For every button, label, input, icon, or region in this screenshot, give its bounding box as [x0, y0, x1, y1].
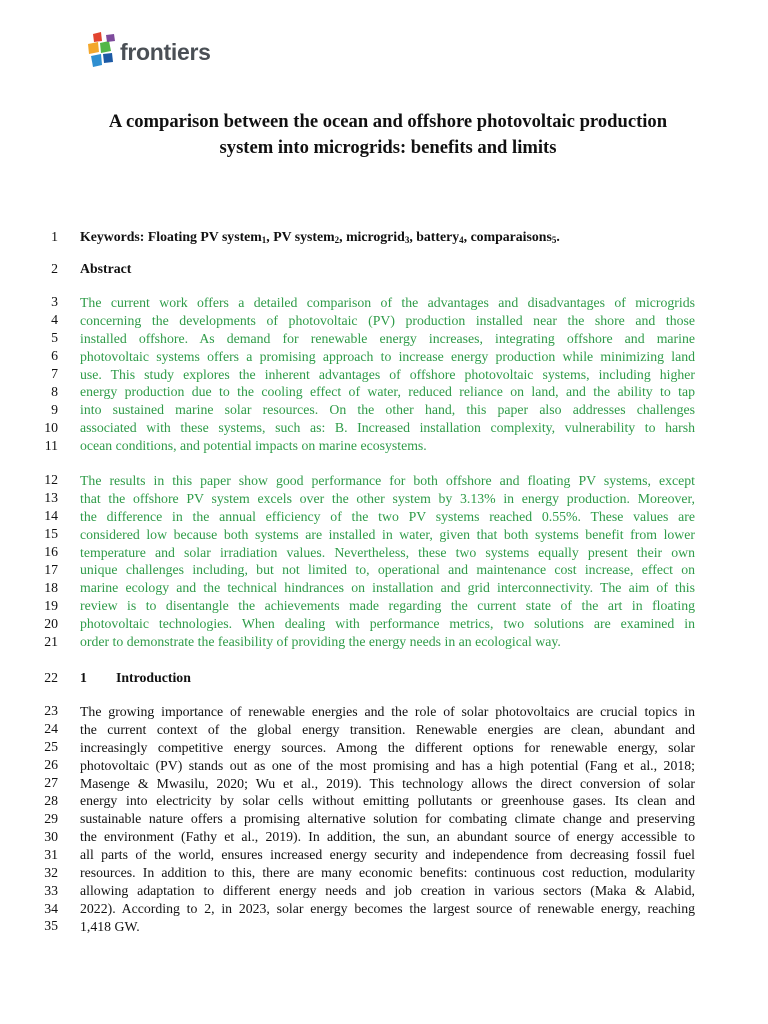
text-line: review is to disentangle the achievements made regarding the current state of the art in floating: [80, 598, 695, 614]
line-number: 24: [44, 721, 58, 736]
text-line: the current context of the global energy transition. Renewable energies are clean, abundant and: [80, 721, 695, 737]
introduction-heading: [80, 670, 191, 686]
keyword: PV system$_2$,: [273, 229, 347, 245]
line-number: 9: [51, 402, 58, 417]
frontiers-logo-icon: [87, 32, 117, 68]
line-number: 28: [44, 793, 58, 808]
line-number: 25: [44, 739, 58, 754]
text-line: all parts of the world, ensures increased energy security and independence from decreasing fossil fuel: [80, 847, 695, 863]
frontiers-logo: [83, 29, 215, 75]
line-number: 21: [44, 634, 58, 649]
text-line: unique challenges including, but not limited to, operational and maintenance cost increase, effect on: [80, 562, 695, 578]
text-line: associated with these systems, such as: B. Increased installation complexity, vulnerability to harsh: [80, 420, 695, 436]
text-line: photovoltaic (PV) stands out as one of the most promising and has a high potential (Fang et al., 2018;: [80, 757, 695, 773]
line-number: 20: [44, 616, 58, 631]
text-line: order to demonstrate the feasibility of providing the energy needs in an ecological way.: [80, 634, 561, 650]
line-number: 15: [44, 526, 58, 541]
text-line: sustainable nature offers a promising alternative solution for combating climate change and preserving: [80, 811, 695, 827]
text-line: installed offshore. As demand for renewable energy increases, integrating offshore and marine: [80, 330, 695, 346]
frontiers-logo-text: frontiers: [120, 39, 211, 65]
text-line: 1,418 GW.: [80, 918, 140, 934]
line-number: 32: [44, 865, 58, 880]
text-line: increasingly competitive energy sources. Among the different options for renewable energy, solar: [80, 739, 695, 755]
text-line: Masenge & Mwasilu, 2020; Wu et al., 2019). This technology allows the direct conversion of solar: [80, 775, 695, 791]
line-number: 27: [44, 775, 58, 790]
line-number: 34: [44, 901, 58, 916]
introduction-paragraph: [80, 703, 695, 936]
text-line: the difference in the annual efficiency of the two PV systems reached 0.55%. These values are: [80, 508, 695, 524]
line-number: 5: [51, 330, 58, 345]
line-number: 2: [51, 261, 58, 276]
text-line: concerning the developments of photovoltaic (PV) production installed near the shore and those: [80, 312, 695, 328]
line-number: 6: [51, 348, 58, 363]
title-line: A comparison between the ocean and offshore photovoltaic production: [108, 111, 668, 132]
section-number: 1: [80, 670, 87, 685]
line-number: 14: [44, 508, 58, 523]
line-number: 35: [44, 918, 58, 933]
line-number: 8: [51, 384, 58, 399]
keyword: microgrid$_3$,: [346, 229, 417, 245]
text-line: use. This study explores the inherent advantages of offshore photovoltaic systems, including higher: [80, 366, 695, 382]
keyword: comparaisons$_5$.: [470, 229, 560, 245]
keyword: Floating PV system$_1$,: [147, 229, 274, 245]
line-number: 18: [44, 580, 58, 595]
keywords-label: Keywords:: [80, 229, 145, 244]
paper-title: [80, 109, 696, 161]
text-line: into sustained marine solar resources. On the other hand, this paper also addresses challenges: [80, 402, 695, 418]
line-number: 1: [51, 229, 58, 244]
line-number: 19: [44, 598, 58, 613]
line-number: 26: [44, 757, 58, 772]
abstract-heading: Abstract: [80, 261, 132, 276]
section-title: Introduction: [116, 670, 191, 685]
text-line: the environment (Fathy et al., 2019). In addition, the sun, an abundant source of energy accessible to: [80, 829, 695, 845]
line-number: 16: [44, 544, 58, 559]
text-line: ocean conditions, and potential impacts on marine ecosystems.: [80, 438, 427, 454]
text-line: that the offshore PV system excels over the other system by 3.13% in energy production. Moreover,: [80, 490, 695, 506]
line-number: 31: [44, 847, 58, 862]
line-number: 23: [44, 703, 58, 718]
keyword: battery$_4$,: [416, 229, 471, 245]
text-line: energy into electricity by solar cells without emitting pollutants or greenhouse gases. Its clean and: [80, 793, 695, 809]
keywords-line: [80, 229, 560, 245]
abstract-paragraph-2: [80, 472, 695, 651]
text-line: The current work offers a detailed comparison of the advantages and disadvantages of microgrids: [80, 295, 695, 310]
text-line: resources. In addition to this, there are many economic benefits: continuous cost reduction, modularity: [80, 865, 695, 881]
text-line: photovoltaic technologies. When dealing with performance metrics, two solutions are examined in: [80, 616, 695, 632]
abstract-paragraph-1: [80, 294, 695, 455]
text-line: marine ecology and the technical hindrances on installation and grid interconnectivity. The aim of this: [80, 580, 695, 596]
text-line: photovoltaic systems offers a promising approach to increase energy production while minimizing land: [80, 348, 695, 364]
text-line: energy production due to the cooling effect of water, reduced reliance on land, and the ability to tap: [80, 384, 695, 400]
line-number: 33: [44, 883, 58, 898]
line-number: 11: [44, 438, 58, 453]
line-number: 13: [44, 490, 58, 505]
text-line: allowing adaptation to different energy needs and job creation in various sectors (Maka & Alabid,: [80, 882, 695, 898]
text-line: considered low because both systems are installed in water, given that both systems benefit from lower: [80, 526, 695, 542]
line-number: 29: [44, 811, 58, 826]
line-number: 3: [51, 294, 58, 309]
line-number: 12: [44, 472, 58, 487]
text-line: The results in this paper show good performance for both offshore and floating PV systems, except: [80, 473, 695, 488]
line-number: 10: [44, 420, 58, 435]
line-number: 4: [51, 312, 58, 327]
text-line: 2022). According to 2, in 2023, solar energy becomes the largest source of renewable energy, reaching: [80, 900, 695, 916]
line-number: 30: [44, 829, 58, 844]
line-number: 22: [44, 670, 58, 685]
text-line: temperature and solar irradiation values. Nevertheless, these two systems equally present their own: [80, 544, 695, 560]
title-line: system into microgrids: benefits and limits: [219, 137, 557, 158]
line-number: 7: [51, 366, 58, 381]
text-line: The growing importance of renewable energies and the role of solar photovoltaics are crucial topics in: [80, 704, 695, 719]
line-number: 17: [44, 562, 58, 577]
